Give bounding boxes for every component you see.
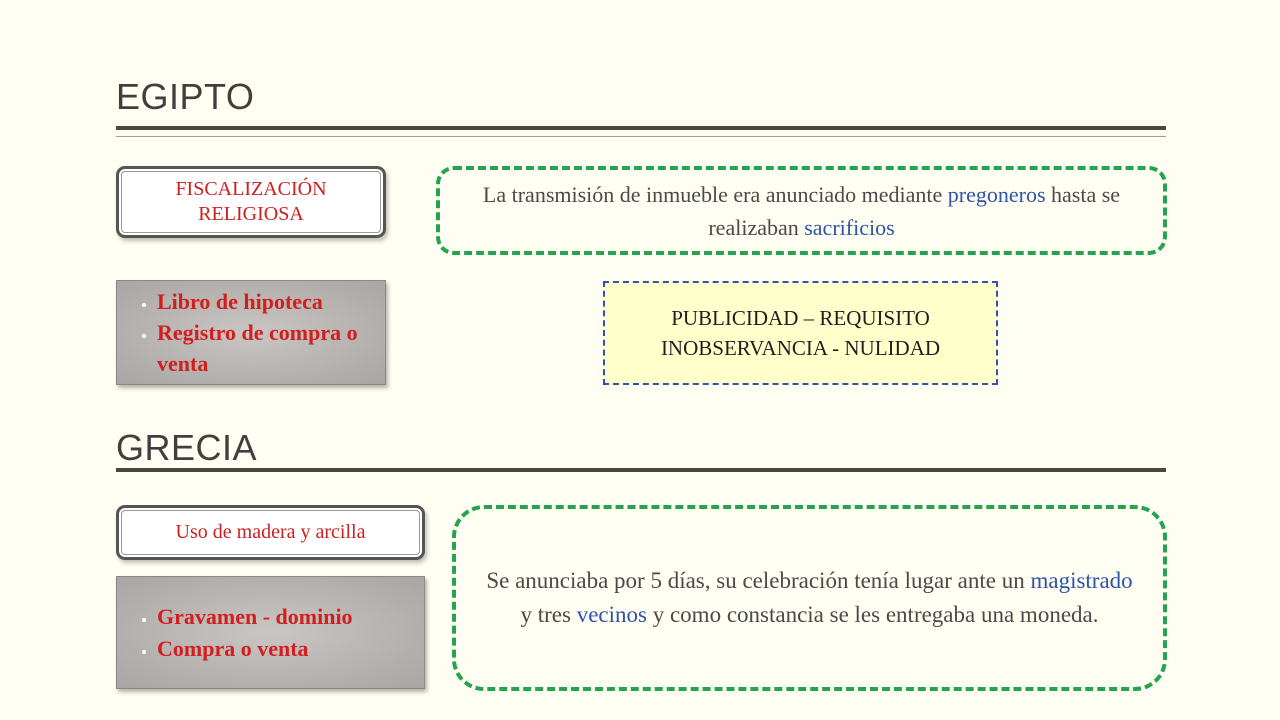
grecia-note-text: [486, 564, 1133, 633]
grecia-list: [117, 601, 353, 663]
egipto-list: [117, 286, 385, 380]
note-text-part: Se anunciaba por 5 días, su celebración tenía lugar ante un: [486, 567, 1031, 593]
egipto-note-box: [436, 166, 1167, 255]
egipto-list-box: [116, 280, 386, 385]
list-item: • Registro de compra o venta: [157, 317, 385, 379]
publicidad-callout: [603, 281, 998, 385]
label-text: Uso de madera y arcilla: [175, 521, 366, 543]
section-title-grecia: GRECIA: [116, 427, 258, 468]
grecia-note-box: [452, 505, 1167, 691]
note-highlight-vecinos: vecinos: [576, 602, 647, 627]
list-item: • Gravamen - dominio: [157, 601, 353, 632]
label-uso-madera-arcilla: [116, 505, 425, 560]
title-underline-thin: [116, 136, 1166, 137]
label-fiscalizacion-religiosa: [116, 166, 386, 238]
note-text-part: y como constancia se les entregaba una moneda.: [646, 602, 1099, 627]
label-text: FISCALIZACIÓN RELIGIOSA: [175, 178, 327, 225]
section-title-egipto: EGIPTO: [116, 76, 255, 117]
title-underline-thick: [116, 126, 1166, 130]
egipto-note-text: [470, 178, 1133, 244]
callout-line-1: PUBLICIDAD – REQUISITO: [671, 305, 930, 330]
title-underline-thick: [116, 468, 1166, 472]
list-item: • Compra o venta: [157, 633, 353, 664]
note-text-part: y tres: [520, 602, 577, 627]
note-text-part: hasta se realizaban: [708, 181, 1121, 240]
note-highlight-magistrado: magistrado: [1030, 567, 1133, 593]
note-text-part: La transmisión de inmueble era anunciado mediante: [482, 181, 948, 207]
callout-line-2: INOBSERVANCIA - NULIDAD: [660, 336, 941, 360]
grecia-list-box: [116, 576, 425, 689]
note-highlight-sacrificios: sacrificios: [804, 214, 895, 240]
list-item: • Libro de hipoteca: [157, 286, 385, 317]
note-highlight-pregoneros: pregoneros: [947, 181, 1046, 207]
